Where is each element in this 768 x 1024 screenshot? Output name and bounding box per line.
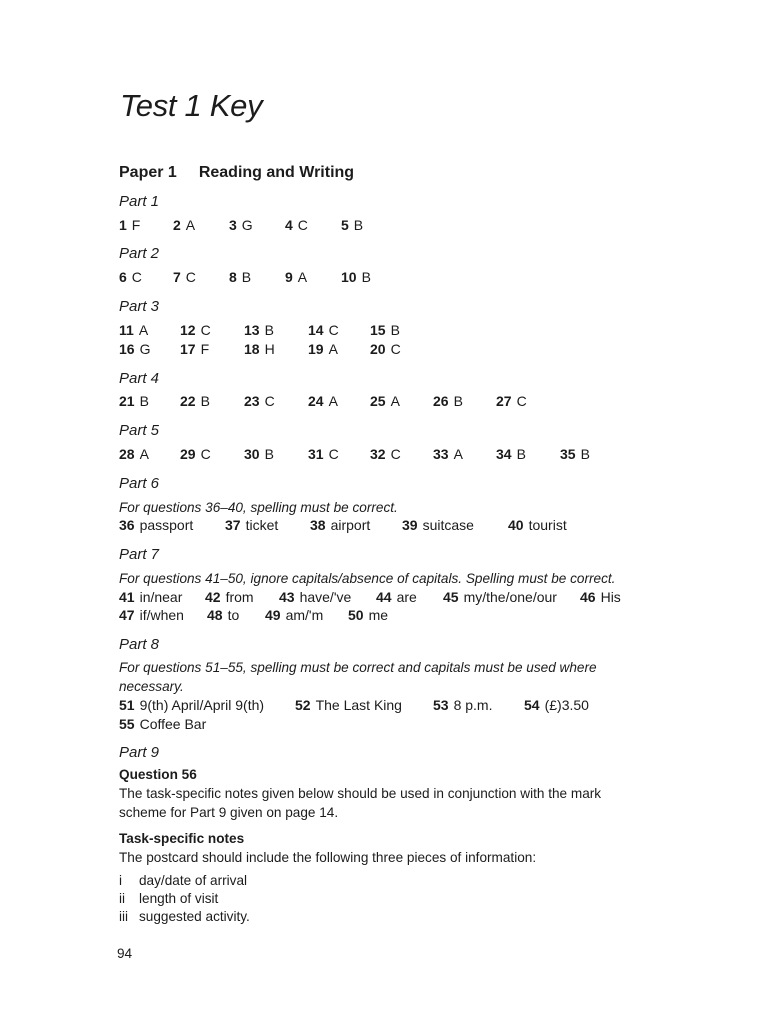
answer-item: 22 B (180, 393, 210, 409)
answer-item: 36 passport (119, 517, 194, 533)
part-7-heading: Part 7 (119, 546, 160, 563)
list-item: ii length of visit (119, 891, 219, 906)
answer-item: 50 me (348, 607, 389, 623)
answer-item: 2 A (173, 217, 196, 233)
answer-item: 27 C (496, 393, 527, 409)
answer-item: 43 have/'ve (279, 589, 352, 605)
page-title: Test 1 Key (120, 88, 263, 123)
part-9-text-line-2: scheme for Part 9 given on page 14. (119, 805, 339, 820)
answer-item: 4 C (285, 217, 308, 233)
page-number: 94 (117, 946, 133, 961)
paper-heading (119, 164, 354, 182)
part-4-heading: Part 4 (119, 370, 160, 387)
answer-item: 46 His (580, 589, 621, 605)
part-5-heading: Part 5 (119, 422, 160, 439)
answer-item: 41 in/near (119, 589, 183, 605)
answer-item: 32 C (370, 446, 401, 462)
answer-item: 20 C (370, 341, 401, 357)
answer-item: 16 G (119, 341, 151, 357)
answer-item: 47 if/when (119, 607, 184, 623)
answer-item: 23 C (244, 393, 275, 409)
answer-item: 40 tourist (508, 517, 567, 533)
answer-item: 44 are (376, 589, 417, 605)
answer-item: 25 A (370, 393, 400, 409)
part-2-heading: Part 2 (119, 245, 160, 262)
paper-title: Reading and Writing (198, 164, 355, 181)
answer-item: 53 8 p.m. (433, 697, 493, 713)
answer-item: 29 C (180, 446, 211, 462)
task-notes-intro: The postcard should include the following three pieces of information: (119, 850, 537, 865)
list-item: i day/date of arrival (119, 873, 248, 888)
part-1-heading: Part 1 (119, 193, 160, 210)
part-8-instruction-line-1: For questions 51–55, spelling must be correct and capitals must be used where (119, 660, 597, 675)
answer-item: 10 B (341, 269, 371, 285)
answer-item: 37 ticket (225, 517, 279, 533)
part-8-instruction-line-2: necessary. (119, 679, 184, 694)
answer-item: 48 to (207, 607, 240, 623)
part-7-instruction: For questions 41–50, ignore capitals/absence of capitals. Spelling must be correct. (119, 571, 616, 586)
answer-item: 14 C (308, 322, 339, 338)
answer-item: 35 B (560, 446, 590, 462)
answer-item: 52 The Last King (295, 697, 402, 713)
answer-item: 38 airport (310, 517, 371, 533)
answer-item: 8 B (229, 269, 252, 285)
question-heading: Question 56 (119, 767, 197, 782)
answer-item: 33 A (433, 446, 463, 462)
answer-item: 19 A (308, 341, 338, 357)
answer-item: 1 F (119, 217, 141, 233)
answer-item: 45 my/the/one/our (443, 589, 557, 605)
answer-item: 49 am/'m (265, 607, 324, 623)
answer-item: 5 B (341, 217, 364, 233)
answer-item: 17 F (180, 341, 210, 357)
answer-item: 21 B (119, 393, 149, 409)
answer-item: 26 B (433, 393, 463, 409)
part-6-instruction: For questions 36–40, spelling must be correct. (119, 500, 398, 515)
answer-item: 7 C (173, 269, 196, 285)
answer-item: 28 A (119, 446, 149, 462)
part-9-heading: Part 9 (119, 744, 160, 761)
answer-item: 54 (£)3.50 (524, 697, 589, 713)
part-8-heading: Part 8 (119, 636, 160, 653)
answer-item: 9 A (285, 269, 308, 285)
answer-item: 6 C (119, 269, 142, 285)
answer-item: 55 Coffee Bar (119, 716, 207, 732)
answer-item: 18 H (244, 341, 275, 357)
answer-item: 15 B (370, 322, 400, 338)
paper-label: Paper 1 (119, 164, 177, 181)
answer-item: 42 from (205, 589, 254, 605)
answer-item: 13 B (244, 322, 274, 338)
part-6-heading: Part 6 (119, 475, 160, 492)
part-9-text-line-1: The task-specific notes given below should be used in conjunction with the mark (119, 786, 602, 801)
answer-item: 39 suitcase (402, 517, 474, 533)
answer-item: 31 C (308, 446, 339, 462)
answer-item: 51 9(th) April/April 9(th) (119, 697, 265, 713)
task-notes-heading: Task-specific notes (119, 831, 245, 846)
answer-item: 34 B (496, 446, 526, 462)
answer-item: 30 B (244, 446, 274, 462)
answer-item: 11 A (119, 322, 149, 338)
list-item: iii suggested activity. (119, 909, 250, 924)
answer-item: 12 C (180, 322, 211, 338)
part-3-heading: Part 3 (119, 298, 160, 315)
answer-item: 24 A (308, 393, 338, 409)
answer-item: 3 G (229, 217, 253, 233)
